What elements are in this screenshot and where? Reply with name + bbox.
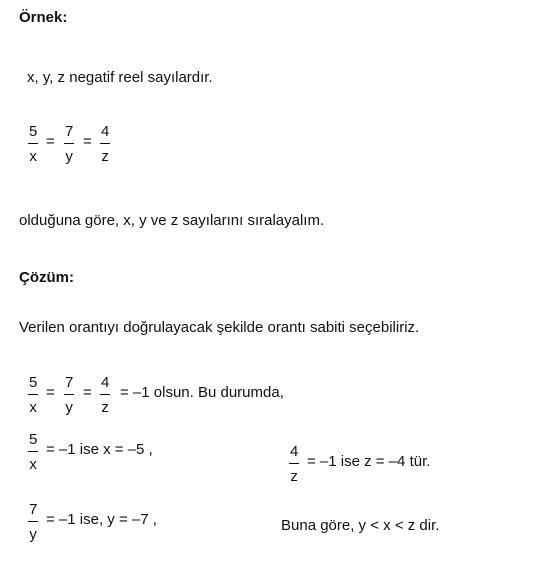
equals-sign: =: [46, 133, 55, 150]
conclusion-text: Buna göre, y < x < z dir.: [281, 517, 440, 534]
fraction-bar: [28, 521, 38, 522]
numerator: 4: [101, 123, 110, 140]
denominator: z: [101, 148, 109, 165]
denominator: x: [29, 148, 37, 165]
fraction-bar: [289, 463, 299, 464]
equals-sign: =: [46, 384, 55, 401]
numerator: 7: [29, 501, 38, 518]
solution-heading: Çözüm:: [19, 269, 74, 286]
fraction-4-z: [100, 375, 110, 415]
fraction-bar: [64, 143, 74, 144]
example-heading: Örnek:: [19, 9, 68, 26]
numerator: 7: [65, 374, 74, 391]
denominator: y: [65, 148, 73, 165]
numerator: 5: [29, 123, 38, 140]
equals-sign: =: [83, 133, 92, 150]
fraction-bar: [100, 394, 110, 395]
denominator: z: [290, 468, 298, 485]
step-y-text: = –1 ise, y = –7 ,: [46, 511, 157, 528]
fraction-5-x: [28, 124, 38, 164]
fraction-bar: [28, 143, 38, 144]
fraction-bar: [28, 394, 38, 395]
denominator: y: [29, 526, 37, 543]
fraction-bar: [64, 394, 74, 395]
fraction-bar: [100, 143, 110, 144]
premise-text: x, y, z negatif reel sayılardır.: [27, 69, 213, 86]
fraction-7-y: [64, 375, 74, 415]
step-x-text: = –1 ise x = –5 ,: [46, 441, 153, 458]
equals-sign: =: [83, 384, 92, 401]
fraction-4-z: [100, 124, 110, 164]
solution-intro-text: Verilen orantıyı doğrulayacak şekilde orantı sabiti seçebiliriz.: [19, 319, 420, 336]
fraction-7-y: [64, 124, 74, 164]
numerator: 4: [290, 443, 299, 460]
numerator: 5: [29, 374, 38, 391]
numerator: 5: [29, 431, 38, 448]
denominator: x: [29, 399, 37, 416]
fraction-bar: [28, 451, 38, 452]
equation-tail: = –1 olsun. Bu durumda,: [120, 384, 284, 401]
question-text: olduğuna göre, x, y ve z sayılarını sıralayalım.: [19, 212, 325, 229]
denominator: x: [29, 456, 37, 473]
fraction-7-y: [28, 502, 38, 542]
step-z-text: = –1 ise z = –4 tür.: [307, 453, 431, 470]
fraction-4-z: [289, 444, 299, 484]
numerator: 7: [65, 123, 74, 140]
denominator: y: [65, 399, 73, 416]
denominator: z: [101, 399, 109, 416]
numerator: 4: [101, 374, 110, 391]
fraction-5-x: [28, 432, 38, 472]
fraction-5-x: [28, 375, 38, 415]
